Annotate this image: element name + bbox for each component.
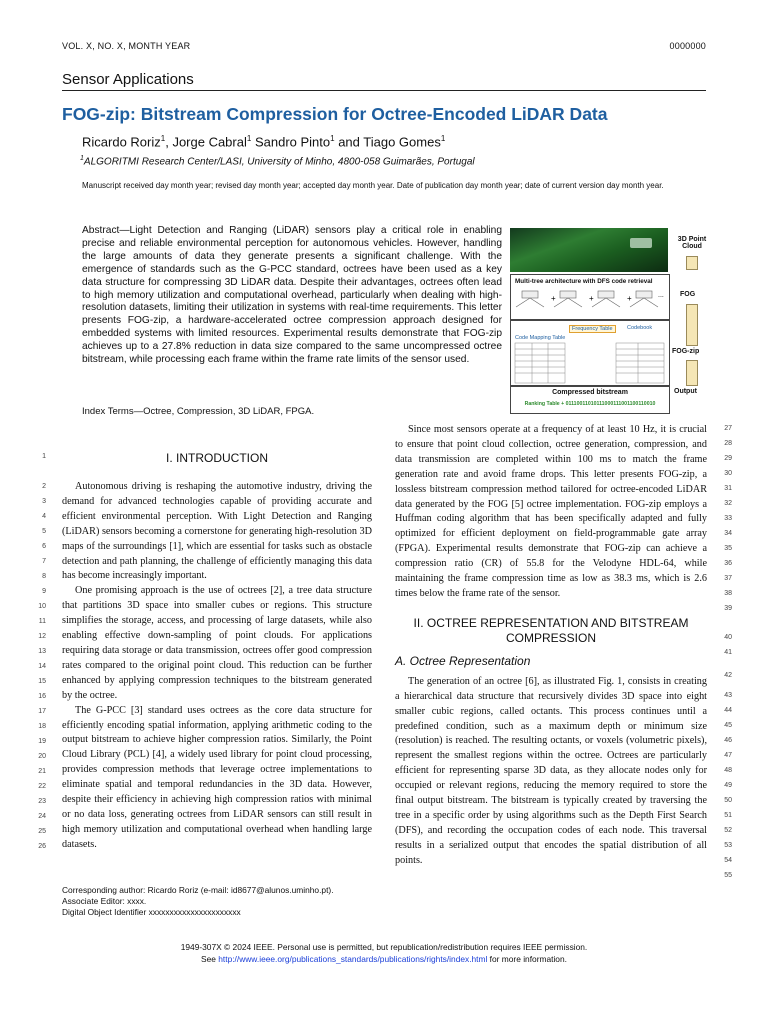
author-name: Jorge Cabral — [172, 134, 247, 150]
subsection-heading: A. Octree Representation — [395, 653, 531, 668]
page-id: 0000000 — [669, 41, 706, 51]
label-fog: FOG — [680, 291, 696, 298]
paragraph: Since most sensors operate at a frequency of at least 10 Hz, it is crucial to ensure that point cloud collection, octree generation, compression, and data transmission are completed within 100 ms to match the frame generation rate and avoid frame drops. This letter presents FOG-zip, a lossless bitstream compression method tailored for octree-encoded LiDAR data generated by the FOG [5] octree implementation. FOG-zip employs a Huffman coding algorithm that has been specifically adapted and fully optimized for efficient deployment on field-programmable gate array (FPGA). Experimental results demonstrate that FOG-zip can achieve a compression ratio (CR) of 55.8 for the Velodyne HDL-64, while maintaining the frame compression time as low as 38.3 ms, which is 2.6 times below the frame rate of the sensor. — [395, 424, 707, 599]
author-list: Ricardo Roriz$^1$, Jorge Cabral$^1$ Sandro Pinto$^1$ and Tiago Gomes$^1$ — [82, 134, 446, 150]
arrow-down-icon — [686, 256, 698, 270]
arrow-down-icon — [686, 360, 698, 386]
rights-link[interactable]: http://www.ieee.org/publications_standards/publications/rights/index.html — [218, 954, 488, 964]
paragraph: One promising approach is the use of octrees [2], a tree data structure that partitions 3D space into smaller cubes or regions. This structure simplifies the storage, access, and processing of large datasets, while also enabling effective down-sampling of point clouds. For applications requiring data storage or data transmission, octrees offer good compression rates compared to the original point cloud. This reduction can be further enhanced by applying compression techniques to the bitstream generated by the octree. — [62, 585, 372, 701]
section-label-bar — [62, 70, 706, 91]
table-grid-icon — [512, 341, 668, 385]
introduction-body — [62, 480, 372, 853]
lidar-point-cloud-image — [510, 228, 668, 272]
label-point-cloud: 3D Point Cloud — [677, 236, 707, 250]
graphical-abstract-figure — [508, 226, 718, 416]
index-terms: Index Terms—Octree, Compression, 3D LiDAR, FPGA. — [82, 406, 315, 417]
paragraph: The G-PCC [3] standard uses octrees as the core data structure for efficiently encoding spatial information, applying arithmetic coding to the output bitstream to achieve higher compression ratios. Similarly, the Point Cloud Library (PCL) [4], a widely used library for point cloud processing, provides compression methods that leverage octree implementations to eliminate spatial and temporal redundancies in the 3D data. However, despite their efficiency in achieving high compression ratios with minimal or no data loss, generating octrees from LiDAR sensors can still result in high memory utilization and computational overhead when handling large datasets. — [62, 704, 372, 850]
multi-tree-panel: Multi-tree architecture with DFS code retrieval + + + ... — [510, 274, 670, 320]
paragraph: Autonomous driving is reshaping the automotive industry, driving the demand for advanced technologies capable of providing accurate and efficient environmental perception. With Light Detection and Ranging (LiDAR) sensors becoming a cornerstone for generating high-resolution 3D maps of the surroundings [1], which are essential for tasks such as obstacle detection and path planning, the challenge of efficiently managing this data has become increasingly important. — [62, 481, 372, 582]
manuscript-dates: Manuscript received day month year; revised day month year; accepted day month year. Date of publication day month year; date of current version day month year. — [82, 181, 664, 190]
svg-text:+: + — [627, 294, 632, 303]
coding-tables-panel: Frequency Table Codebook Code Mapping Table — [510, 320, 670, 386]
svg-text:+: + — [589, 294, 594, 303]
paper-title: FOG-zip: Bitstream Compression for Octree-Encoded LiDAR Data — [62, 104, 608, 124]
author-name: Sandro Pinto — [254, 134, 331, 150]
section-label: Sensor Applications — [62, 71, 200, 88]
author-name: Ricardo Roriz — [82, 134, 161, 150]
arrow-down-icon — [686, 304, 698, 346]
abstract: Abstract—Light Detection and Ranging (LiDAR) sensors play a critical role in enabling precise and reliable environmental perception for autonomous vehicles. However, handling the large amounts of data they generate presents a significant challenge. With the emergence of standards such as the G-PCC standard, octrees have been used as a key data structure for compressing 3D LiDAR data. Despite their advantages, octrees often lead to high memory utilization and computational overhead, particularly when dealing with high-resolution datasets, limiting their utilization in systems with real-time requirements. This letter presents FOG-zip, a hardware-accelerated octree compression approach designed for embedded systems with limited resources. Experimental results demonstrate that FOG-zip achieves up to a 27.8% reduction in data size compared to the same uncompressed octree bitstream, while processing each frame within the frame rate limits of the sensor used. — [82, 225, 502, 366]
footnote: Corresponding author: Ricardo Roriz (e-mail: id8677@alunos.uminho.pt). Associate Editor: xxxx. Digital Object Identifier xxxxxxxxxxxxxxxxxxxxxx — [62, 885, 334, 918]
right-column-body — [395, 423, 707, 869]
journal-volume: VOL. X, NO. X, MONTH YEAR — [62, 41, 191, 51]
copyright-footer: 1949-307X © 2024 IEEE. Personal use is permitted, but republication/redistribution requires IEEE permission. See http://www.ieee.org/publications_standards/publications/rights/index.html for more information. — [180, 942, 588, 964]
octree-diagram-icon — [512, 287, 668, 317]
section-heading-octree: II. OCTREE REPRESENTATION AND BITSTREAM COMPRESSION — [413, 615, 689, 645]
label-output: Output — [674, 388, 697, 395]
paragraph: The generation of an octree [6], as illustrated Fig. 1, consists in creating a hierarchical data structure that recursively divides 3D space into eight smaller cubic regions, called octants. This process continues until a predefined condition, such as a maximum depth or minimum size (resolution) is reached. The resulting octants, or voxels (volumetric pixels), represent the smallest regions within the octree. Octrees are particularly efficient for representing sparse 3D data, as they allocate nodes only for occupied or relevant regions, reducing the memory required to store the final output bitstream. The bitstream is typically created by traversing the tree in a specific order by using algorithms such as the Depth First Search (DFS), and recording the occupation codes of each node. This traversal results in a serialized output that encodes the spatial distribution of all points. — [395, 675, 707, 866]
svg-text:+: + — [551, 294, 556, 303]
svg-text:...: ... — [658, 292, 664, 299]
author-name: Tiago Gomes — [363, 134, 441, 150]
section-heading-introduction: I. INTRODUCTION — [166, 451, 268, 465]
label-fog-zip: FOG-zip — [672, 348, 700, 355]
compressed-bitstream-panel: Compressed bitstream Ranking Table + 01110011010111000111001100110010 — [510, 386, 670, 414]
affiliation: $^1$ALGORITMI Research Center/LASI, University of Minho, 4800-058 Guimarães, Portugal — [80, 155, 475, 168]
